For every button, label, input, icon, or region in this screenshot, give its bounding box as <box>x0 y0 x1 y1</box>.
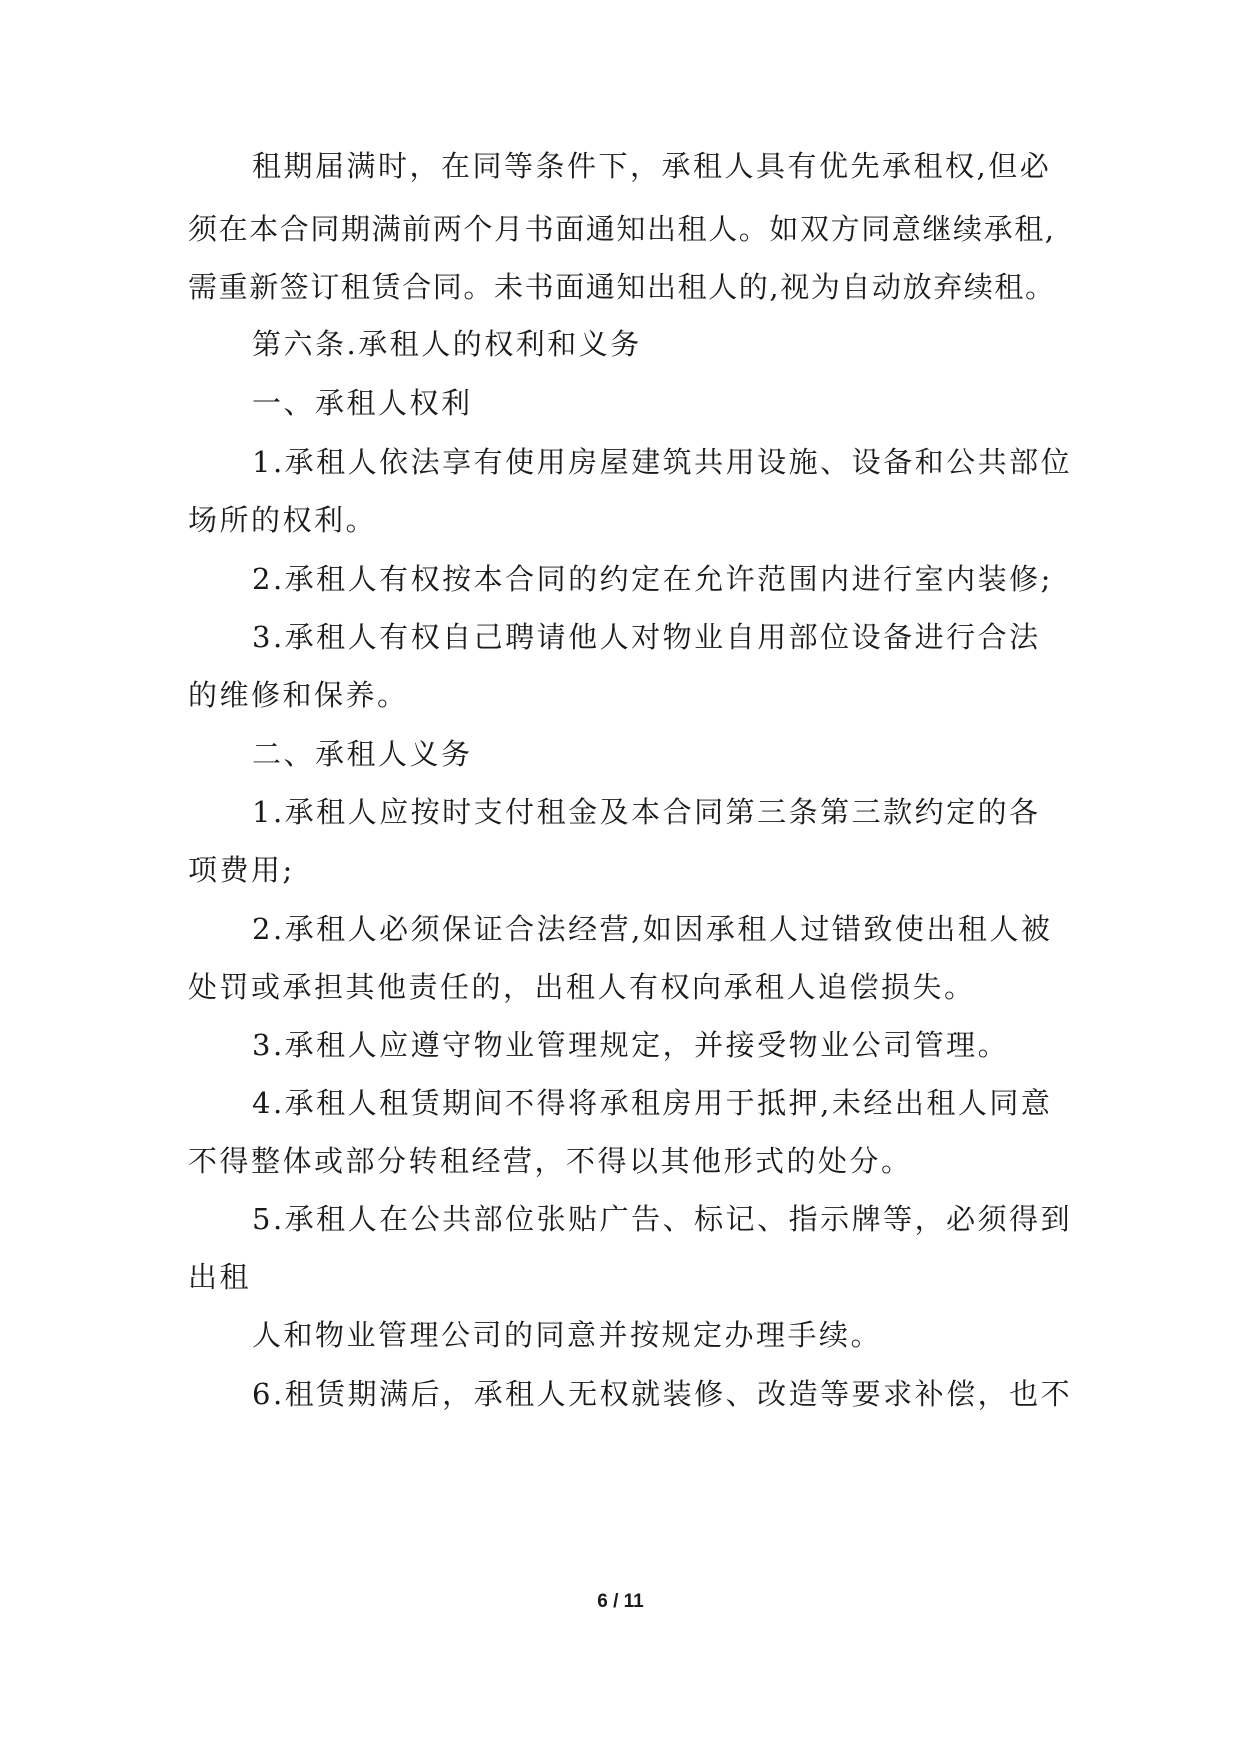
paragraph-line: 处罚或承担其他责任的，出租人有权向承租人追偿损失。 <box>188 970 976 1004</box>
section-heading: 第六条.承租人的权利和义务 <box>252 327 642 361</box>
paragraph-line: 1.承租人应按时支付租金及本合同第三条第三款约定的各 <box>252 795 1041 829</box>
paragraph-line: 不得整体或部分转租经营，不得以其他形式的处分。 <box>188 1144 913 1178</box>
paragraph-line: 场所的权利。 <box>188 503 378 537</box>
paragraph-line: 人和物业管理公司的同意并按规定办理手续。 <box>252 1318 883 1352</box>
paragraph-line: 3.承租人应遵守物业管理规定，并接受物业公司管理。 <box>252 1028 1010 1062</box>
paragraph-line: 租期届满时，在同等条件下，承租人具有优先承租权,但必 <box>252 149 1052 183</box>
paragraph-line: 须在本合同期满前两个月书面通知出租人。如双方同意继续承租, <box>188 212 1056 246</box>
paragraph-line: 2.承租人有权按本合同的约定在允许范围内进行室内装修; <box>252 562 1053 596</box>
subsection-heading: 二、承租人义务 <box>252 737 473 771</box>
paragraph-line: 6.租赁期满后，承租人无权就装修、改造等要求补偿，也不 <box>252 1377 1073 1411</box>
paragraph-line: 1.承租人依法享有使用房屋建筑共用设施、设备和公共部位 <box>252 445 1073 479</box>
paragraph-line: 项费用; <box>188 853 295 887</box>
page-number: 6 / 11 <box>597 1591 644 1612</box>
paragraph-line: 需重新签订租赁合同。未书面通知出租人的,视为自动放弃续租。 <box>188 270 1056 304</box>
paragraph-line: 出租 <box>188 1260 252 1294</box>
subsection-heading: 一、承租人权利 <box>252 386 473 420</box>
paragraph-line: 5.承租人在公共部位张贴广告、标记、指示牌等，必须得到 <box>252 1202 1073 1236</box>
paragraph-line: 3.承租人有权自己聘请他人对物业自用部位设备进行合法 <box>252 620 1041 654</box>
paragraph-line: 4.承租人租赁期间不得将承租房用于抵押,未经出租人同意 <box>252 1086 1053 1120</box>
paragraph-line: 2.承租人必须保证合法经营,如因承租人过错致使出租人被 <box>252 912 1053 946</box>
paragraph-line: 的维修和保养。 <box>188 678 409 712</box>
